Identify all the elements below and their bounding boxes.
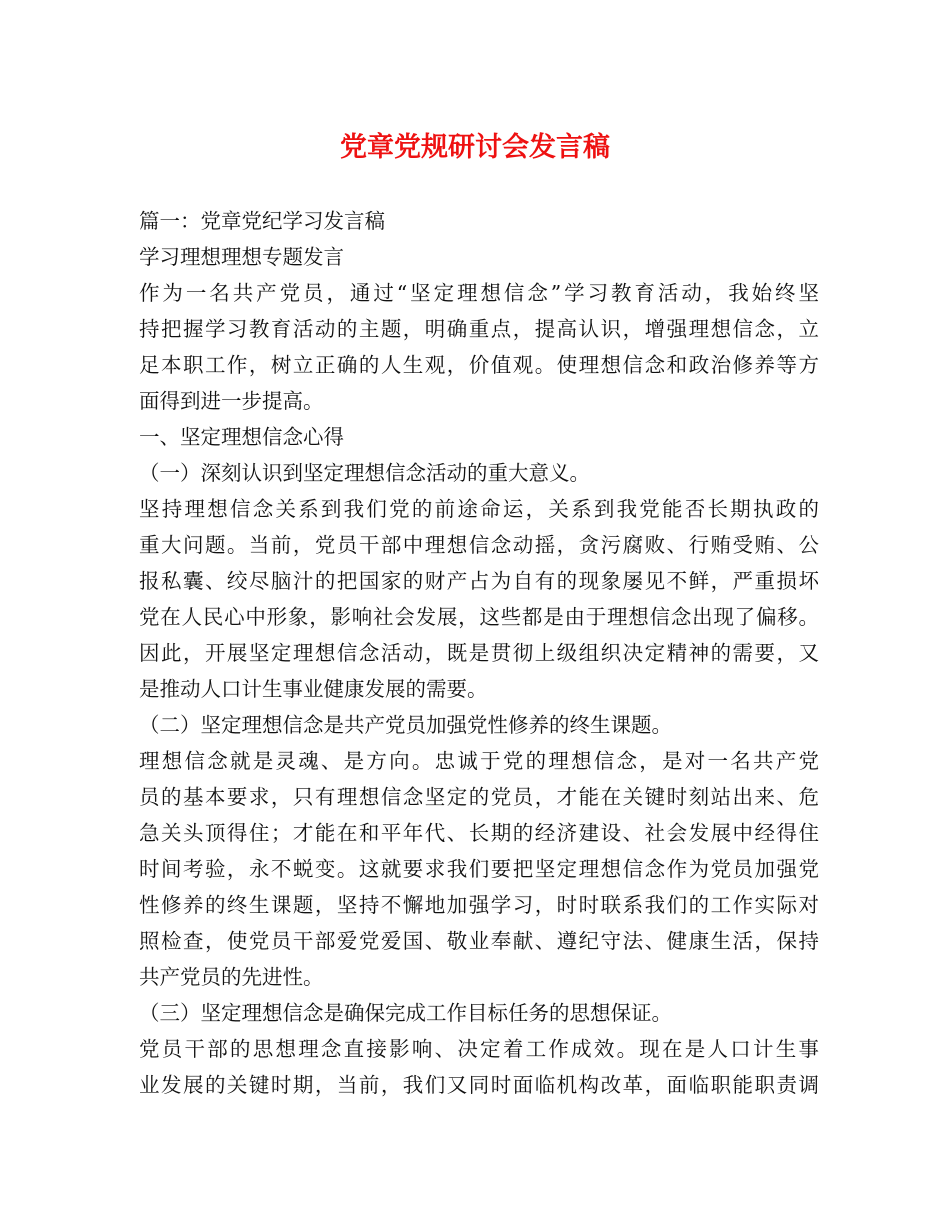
document-title: 党章党规研讨会发言稿: [340, 132, 610, 163]
text-line: 持把握学习教育活动的主题，明确重点，提高认识，增强理想信念，立: [139, 317, 819, 341]
text-line: 党员干部的思想理念直接影响、决定着工作成效。现在是人口计生事: [139, 1037, 819, 1061]
text-line: 照检查，使党员干部爱党爱国、敬业奉献、遵纪守法、健康生活，保持: [139, 929, 819, 953]
text-line: 时间考验，永不蜕变。这就要求我们要把坚定理想信念作为党员加强党: [139, 857, 819, 881]
document-body: [139, 203, 819, 1103]
text-line: 是推动人口计生事业健康发展的需要。: [139, 677, 488, 701]
text-line: 因此，开展坚定理想信念活动，既是贯彻上级组织决定精神的需要，又: [139, 641, 819, 665]
text-line: 员的基本要求，只有理想信念坚定的党员，才能在关键时刻站出来、危: [139, 785, 819, 809]
text-line: 一、坚定理想信念心得: [139, 425, 344, 449]
text-line: 共产党员的先进性。: [139, 965, 324, 989]
text-line: 报私囊、绞尽脑汁的把国家的财产占为自有的现象屡见不鲜，严重损坏: [139, 569, 819, 593]
text-line: 学习理想理想专题发言: [139, 245, 344, 269]
text-line: 篇一：党章党纪学习发言稿: [139, 209, 385, 233]
text-line: 业发展的关键时期，当前，我们又同时面临机构改革，面临职能职责调: [139, 1073, 819, 1097]
text-line: 作为一名共产党员，通过“坚定理想信念”学习教育活动，我始终坚: [139, 281, 819, 305]
text-line: 重大问题。当前，党员干部中理想信念动摇，贪污腐败、行贿受贿、公: [139, 533, 819, 557]
text-line: 坚持理想信念关系到我们党的前途命运，关系到我党能否长期执政的: [139, 497, 819, 521]
text-line: 性修养的终生课题，坚持不懈地加强学习，时时联系我们的工作实际对: [139, 893, 819, 917]
text-line: 党在人民心中形象，影响社会发展，这些都是由于理想信念出现了偏移。: [139, 605, 819, 629]
text-line: （三）坚定理想信念是确保完成工作目标任务的思想保证。: [139, 1001, 672, 1025]
text-line: 足本职工作，树立正确的人生观，价值观。使理想信念和政治修养等方: [139, 353, 819, 377]
text-line: 面得到进一步提高。: [139, 389, 324, 413]
text-line: 急关头顶得住；才能在和平年代、长期的经济建设、社会发展中经得住: [139, 821, 819, 845]
text-line: 理想信念就是灵魂、是方向。忠诚于党的理想信念，是对一名共产党: [139, 749, 819, 773]
text-line: （二）坚定理想信念是共产党员加强党性修养的终生课题。: [139, 713, 672, 737]
text-line: （一）深刻认识到坚定理想信念活动的重大意义。: [139, 461, 590, 485]
